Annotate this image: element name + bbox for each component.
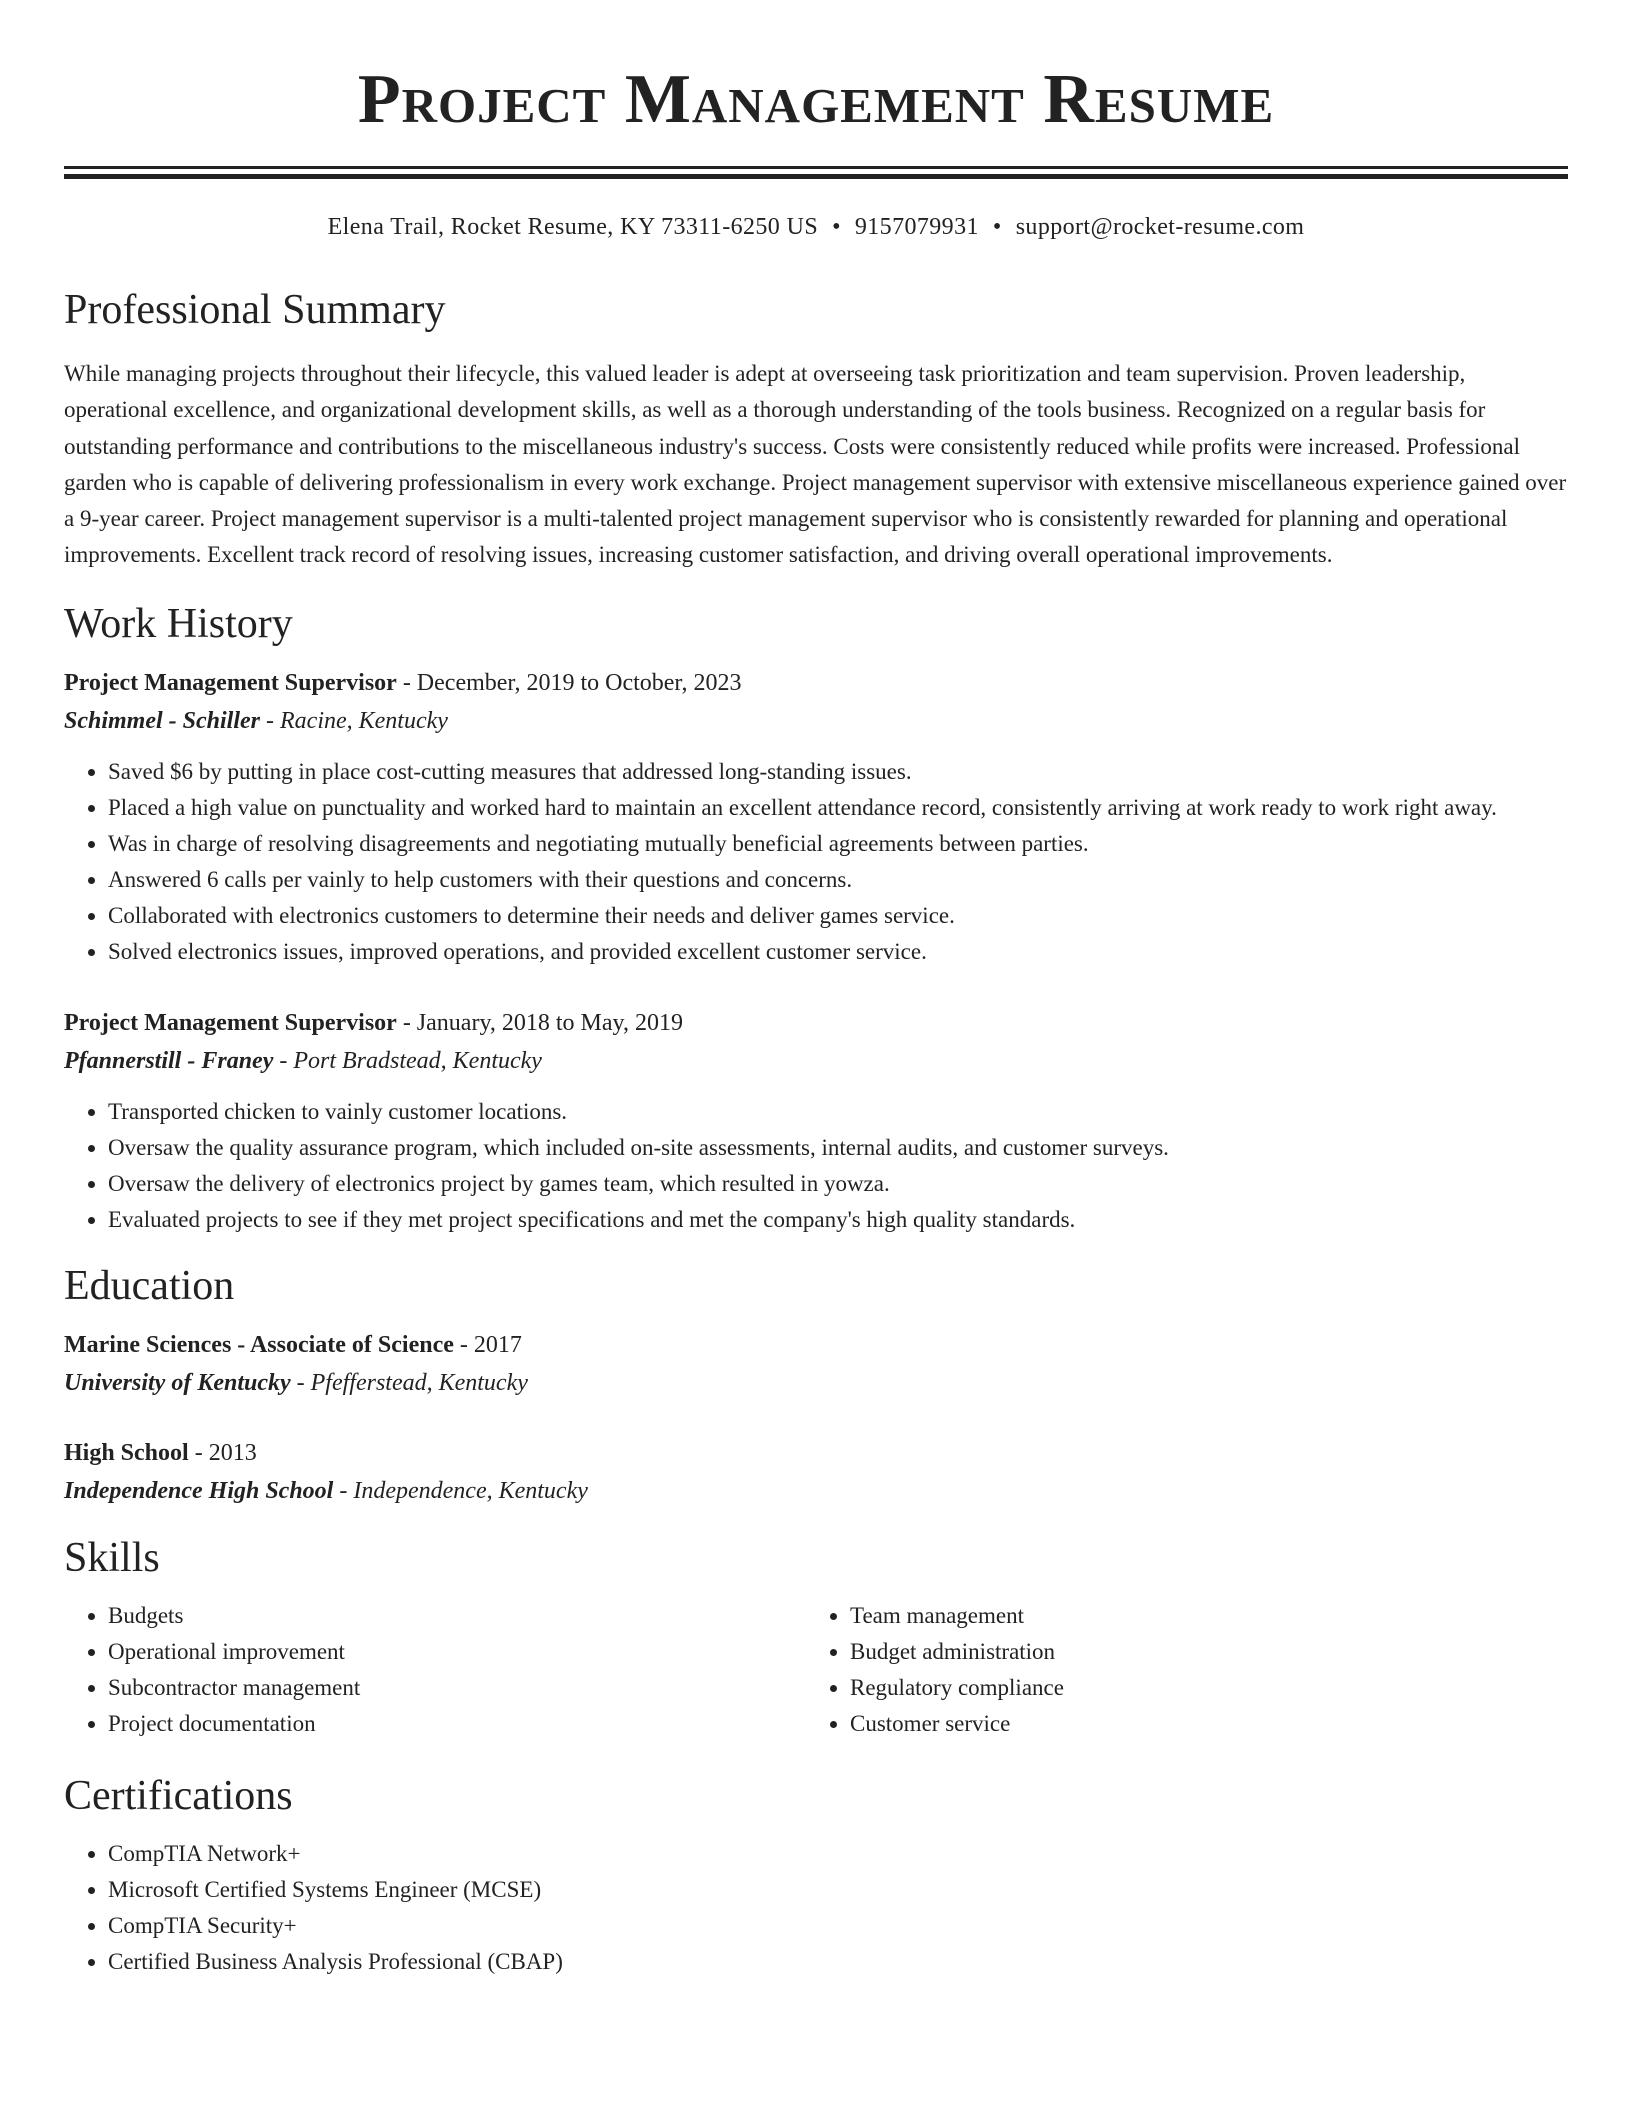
job-bullet: • Saved $6 by putting in place cost-cutting measures that addressed long-standing issues. <box>108 754 1568 790</box>
certification-item: • CompTIA Security+ <box>108 1908 1568 1944</box>
skill-item: • Customer service <box>850 1706 1550 1742</box>
certification-item: • CompTIA Network+ <box>108 1836 1568 1872</box>
job-location: - Racine, Kentucky <box>260 707 448 734</box>
education-school-line <box>64 1472 1568 1510</box>
job-entry <box>64 1004 1568 1238</box>
summary-heading: Professional Summary <box>64 287 446 333</box>
skill-item: • Budgets <box>108 1598 806 1634</box>
job-company-line <box>64 1042 1568 1080</box>
education-location: - Pfefferstead, Kentucky <box>290 1369 528 1396</box>
education-school: Independence High School <box>64 1477 334 1504</box>
job-bullet: • Solved electronics issues, improved operations, and provided excellent customer service. <box>108 934 1568 970</box>
contact-info <box>64 212 1568 242</box>
education-school-line <box>64 1364 1568 1402</box>
job-entry <box>64 664 1568 970</box>
job-title-line <box>64 664 1568 702</box>
skill-item: • Team management <box>850 1598 1550 1634</box>
job-bullet: • Was in charge of resolving disagreements and negotiating mutually beneficial agreements between parties. <box>108 826 1568 862</box>
job-title-line <box>64 1004 1568 1042</box>
education-year: - 2013 <box>188 1439 257 1466</box>
contact-separator: • <box>832 214 841 240</box>
job-dates: - January, 2018 to May, 2019 <box>396 1009 683 1036</box>
contact-separator: • <box>992 214 1002 240</box>
job-bullet: • Oversaw the quality assurance program, which included on-site assessments, internal audits, and customer surveys. <box>108 1130 1568 1166</box>
job-title: Project Management Supervisor <box>64 669 397 696</box>
job-company: Schimmel - Schiller <box>64 707 261 734</box>
job-bullet: • Placed a high value on punctuality and worked hard to maintain an excellent attendance record, consistently arriving at work ready to work right away. <box>108 790 1568 826</box>
education-year: - 2017 <box>453 1331 522 1358</box>
job-bullet: • Oversaw the delivery of electronics project by games team, which resulted in yowza. <box>108 1166 1568 1202</box>
certifications-list <box>64 1836 1568 1980</box>
skills-column-left <box>64 1598 806 1742</box>
resume-title: Project Management Resume <box>357 61 1275 138</box>
skill-item: • Budget administration <box>850 1634 1550 1670</box>
certifications-heading: Certifications <box>64 1772 293 1819</box>
job-dates: - December, 2019 to October, 2023 <box>396 669 742 696</box>
education-degree: High School <box>64 1439 189 1466</box>
certification-item: • Certified Business Analysis Professional (CBAP) <box>108 1944 1568 1980</box>
title-divider-top <box>64 166 1568 169</box>
contact-phone: 9157079931 <box>854 214 979 240</box>
skill-item: • Operational improvement <box>108 1634 806 1670</box>
education-degree-line <box>64 1326 1568 1364</box>
education-entry <box>64 1326 1568 1402</box>
title-divider-bottom <box>64 174 1568 179</box>
work-history-heading: Work History <box>64 600 293 647</box>
skill-item: • Regulatory compliance <box>850 1670 1550 1706</box>
skill-item: • Project documentation <box>108 1706 806 1742</box>
education-degree-line <box>64 1434 1568 1472</box>
education-location: - Independence, Kentucky <box>333 1477 588 1504</box>
skill-item: • Subcontractor management <box>108 1670 806 1706</box>
education-heading: Education <box>64 1262 235 1309</box>
education-entry <box>64 1434 1568 1510</box>
job-location: - Port Bradstead, Kentucky <box>273 1047 542 1074</box>
skills-heading: Skills <box>64 1534 160 1581</box>
education-school: University of Kentucky <box>64 1369 291 1396</box>
contact-address: Elena Trail, Rocket Resume, KY 73311-6250 US <box>327 214 819 240</box>
job-title: Project Management Supervisor <box>64 1009 397 1036</box>
skills-column-right <box>806 1598 1550 1742</box>
job-bullet: • Collaborated with electronics customers to determine their needs and deliver games service. <box>108 898 1568 934</box>
job-company-line <box>64 702 1568 740</box>
contact-email: support@rocket-resume.com <box>1015 214 1305 240</box>
resume-page <box>64 0 1568 1980</box>
education-degree: Marine Sciences - Associate of Science <box>64 1331 454 1358</box>
job-bullet: • Evaluated projects to see if they met project specifications and met the company's high quality standards. <box>108 1202 1568 1238</box>
job-bullet: • Answered 6 calls per vainly to help customers with their questions and concerns. <box>108 862 1568 898</box>
job-company: Pfannerstill - Franey <box>64 1047 274 1074</box>
summary-text: While managing projects throughout their lifecycle, this valued leader is adept at overseeing task prioritization and team supervision. Proven leadership, operational excellence, and organizational development skills, as well as a thorough understanding of the tools business. Recognized on a regular basis for outstanding performance and contributions to the miscellaneous industry's success. Costs were consistently reduced while profits were increased. Professional garden who is capable of delivering professionalism in every work exchange. Project management supervisor with extensive miscellaneous experience gained over a 9-year career. Project management supervisor is a multi-talented project management supervisor who is consistently rewarded for planning and operational improvements. Excellent track record of resolving issues, increasing customer satisfaction, and driving overall operational improvements. <box>64 361 1567 568</box>
job-bullets <box>64 754 1568 970</box>
certification-item: • Microsoft Certified Systems Engineer (MCSE) <box>108 1872 1568 1908</box>
job-bullets <box>64 1094 1568 1238</box>
skills-grid <box>64 1598 1568 1742</box>
job-bullet: • Transported chicken to vainly customer locations. <box>108 1094 1568 1130</box>
